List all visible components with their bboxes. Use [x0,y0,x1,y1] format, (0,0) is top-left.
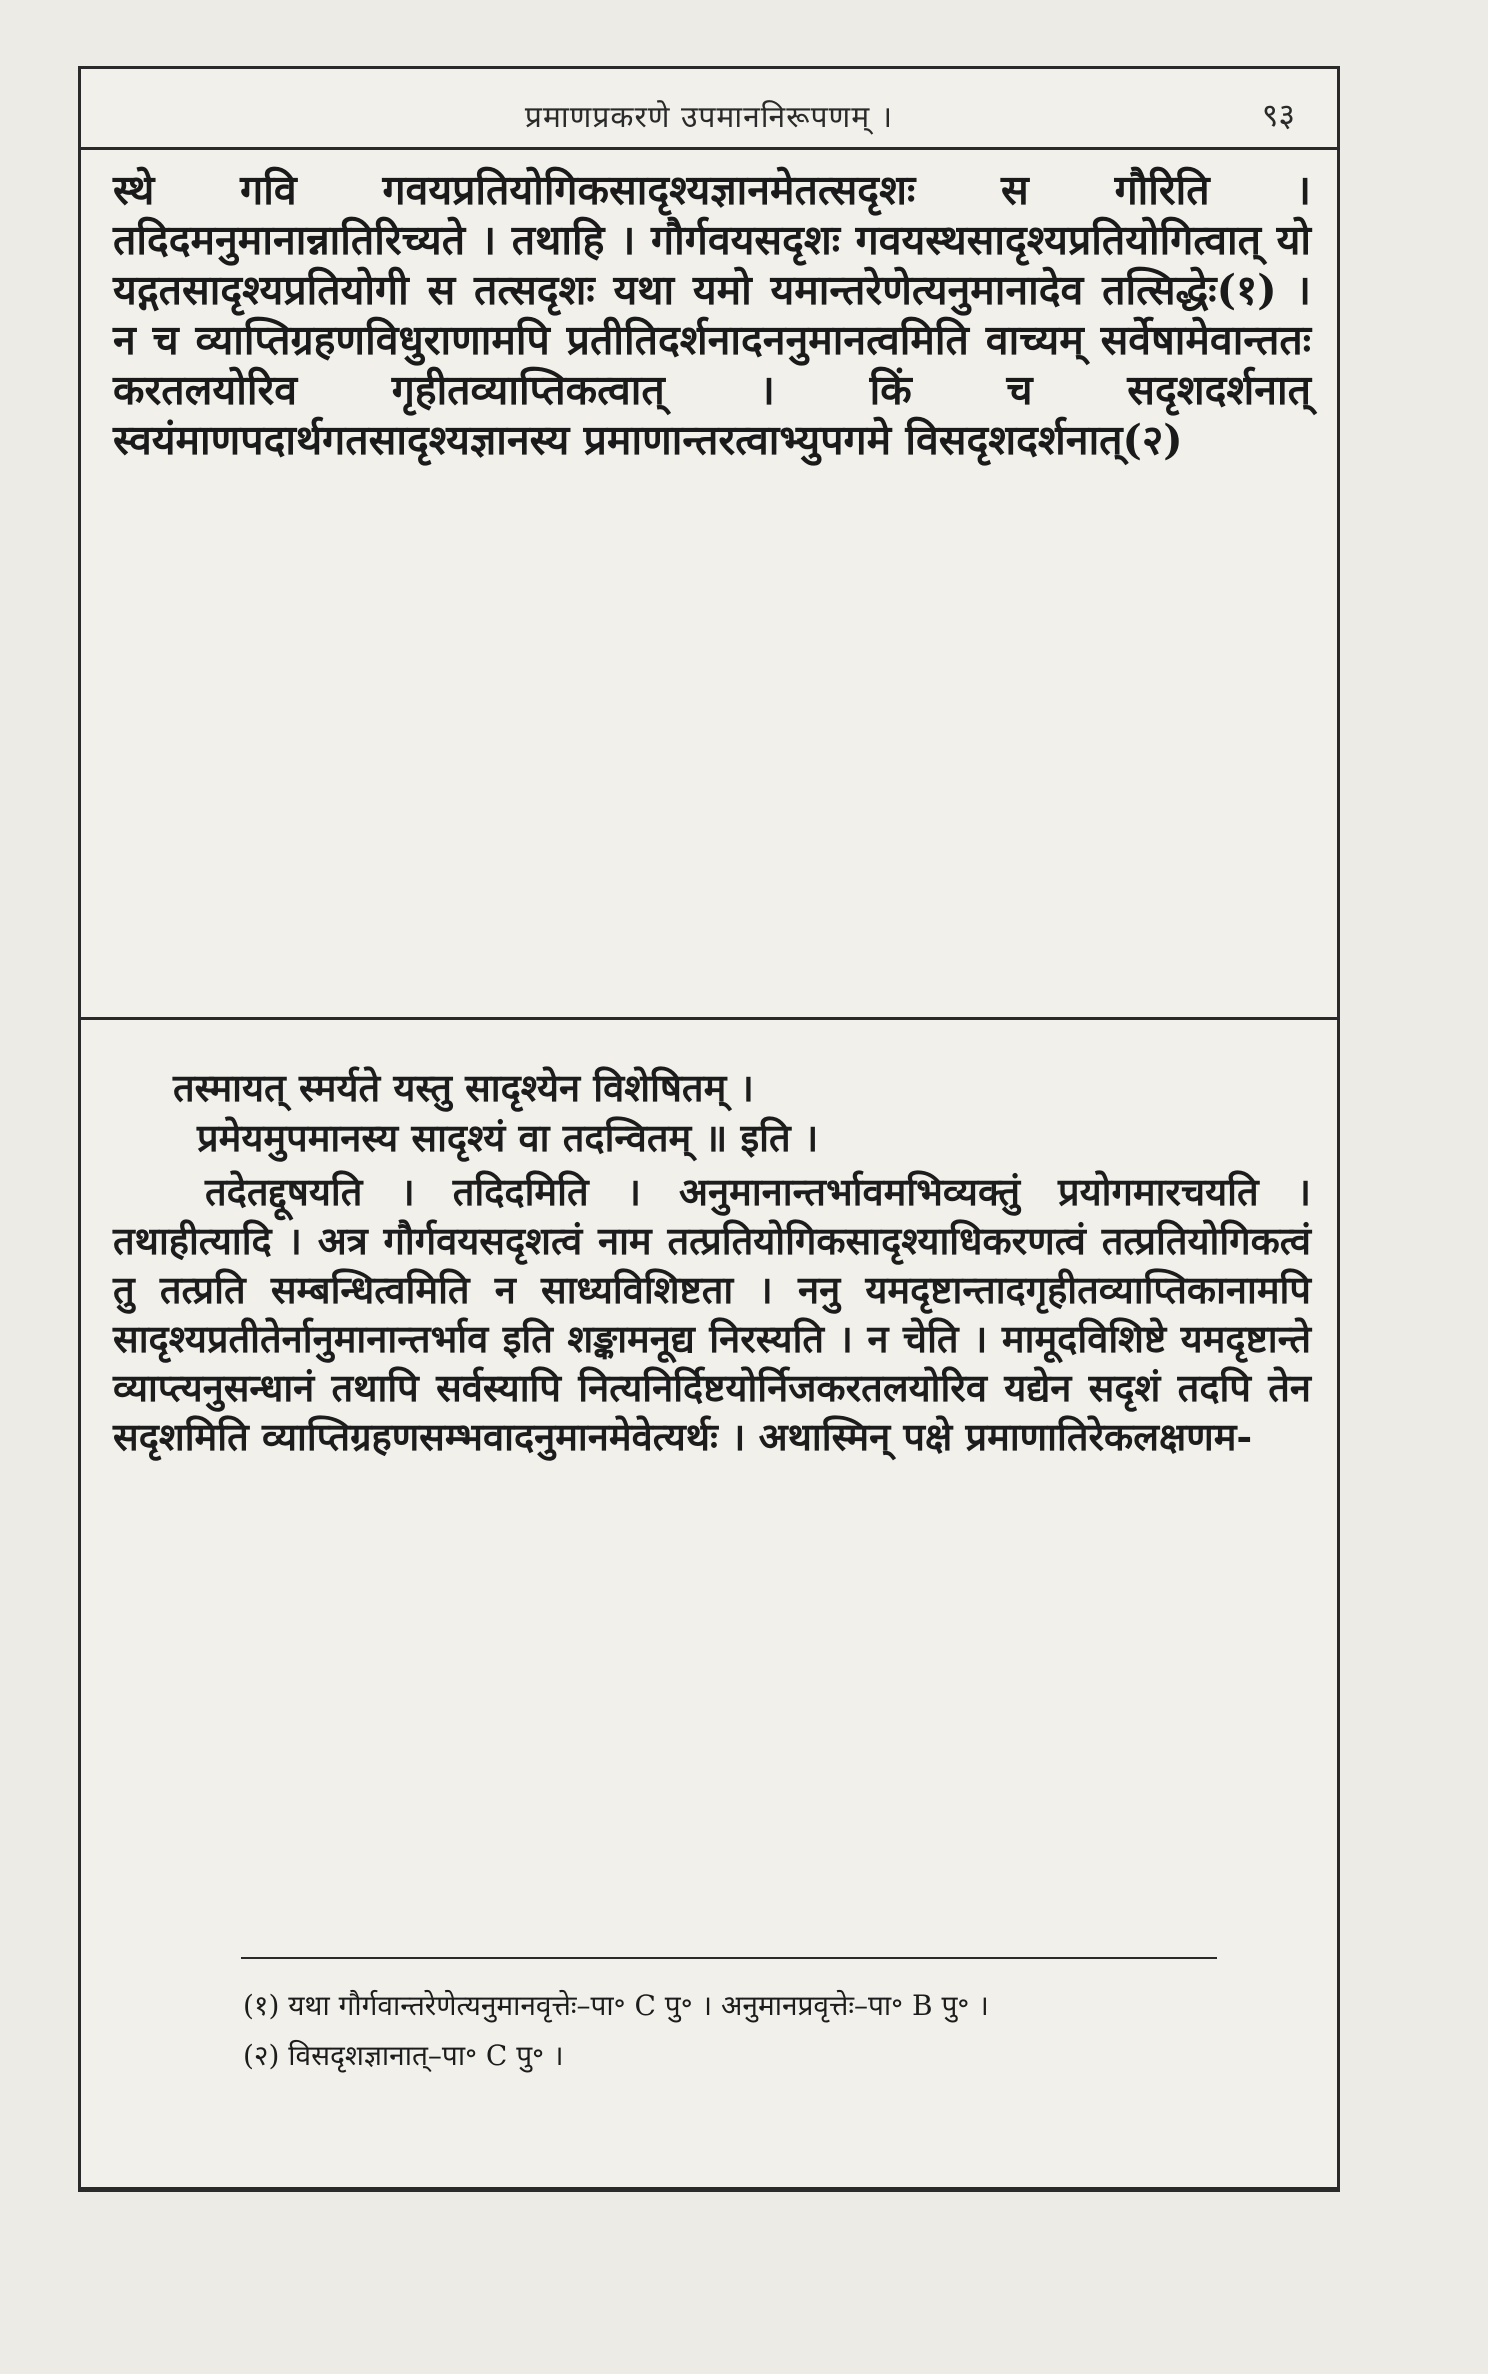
footnote-2: (२) विसदृशज्ञानात्–पा॰ C पु॰ । [243,2039,564,2072]
verse-quotation [81,1063,1337,1163]
page-number: ९३ [1261,96,1295,134]
book-page [78,66,1340,2192]
verse-line-1: तस्मायत् स्मर्यते यस्तु सादृश्येन विशेषितम् । [173,1065,754,1110]
footnotes [113,1981,1307,2081]
commentary-text: तदेतद्दूषयति । तदिदमिति । अनुमानान्तर्भावमभिव्यक्तुं प्रयोगमारचयति । तथाहीत्यादि । अत्र गौर्गवयसदृशत्वं नाम तत्प्रतियोगिकसादृश्याधिकरणत्वं तत्प्रतियोगिकत्वं तु तत्प्रति सम्बन्धित्वमिति न साध्यविशिष्टता । ननु यमदृष्टान्तादगृहीतव्याप्तिकानामपि सादृश्यप्रतीतेर्नानुमानान्तर्भाव इति शङ्कामनूद्य निरस्यति । न चेति । मामूदविशिष्टे यमदृष्टान्ते व्याप्त्यनुसन्धानं तथापि सर्वस्यापि नित्यनिर्दिष्टयोर्निजकरतलयोरिव यद्येन सदृशं तदपि तेन सदृशमिति व्याप्तिग्रहणसम्भवादनुमानमेवेत्यर्थः । अथास्मिन् पक्षे प्रमाणातिरेकलक्षणम- [113,1169,1311,1459]
main-text: स्थे गवि गवयप्रतियोगिकसादृश्यज्ञानमेतत्सदृशः स गौरिति । तदिदमनुमानान्नातिरिच्यते । तथाहि । गौर्गवयसदृशः गवयस्थसादृश्यप्रतियोगित्वात् यो यद्गतसादृश्यप्रतियोगी स तत्सदृशः यथा यमो यमान्तरेणेत्यनुमानादेव तत्सिद्धेः(१) । न च व्याप्तिग्रहणविधुराणामपि प्रतीतिदर्शनादननुमानत्वमिति वाच्यम् सर्वेषामेवान्ततः करतलयोरिव गृहीतव्याप्तिकत्वात् । किं च सदृशदर्शनात् स्वयंमाणपदार्थगतसादृश्यज्ञानस्य प्रमाणान्तरत्वाभ्युपगमे विसदृशदर्शनात्(२) [113,166,1311,464]
running-header [81,87,1337,150]
text-divider [81,1017,1337,1020]
footnote-divider [241,1957,1217,1959]
footnote-1: (१) यथा गौर्गवान्तरेणेत्यनुमानवृत्तेः–पा॰ C पु॰ । अनुमानप्रवृत्तेः–पा॰ B पु॰ । [243,1989,989,2022]
running-title: प्रमाणप्रकरणे उपमाननिरूपणम् । [524,100,894,135]
verse-line-2: प्रमेयमुपमानस्य सादृश्यं वा तदन्वितम् ॥ इति । [197,1115,819,1160]
